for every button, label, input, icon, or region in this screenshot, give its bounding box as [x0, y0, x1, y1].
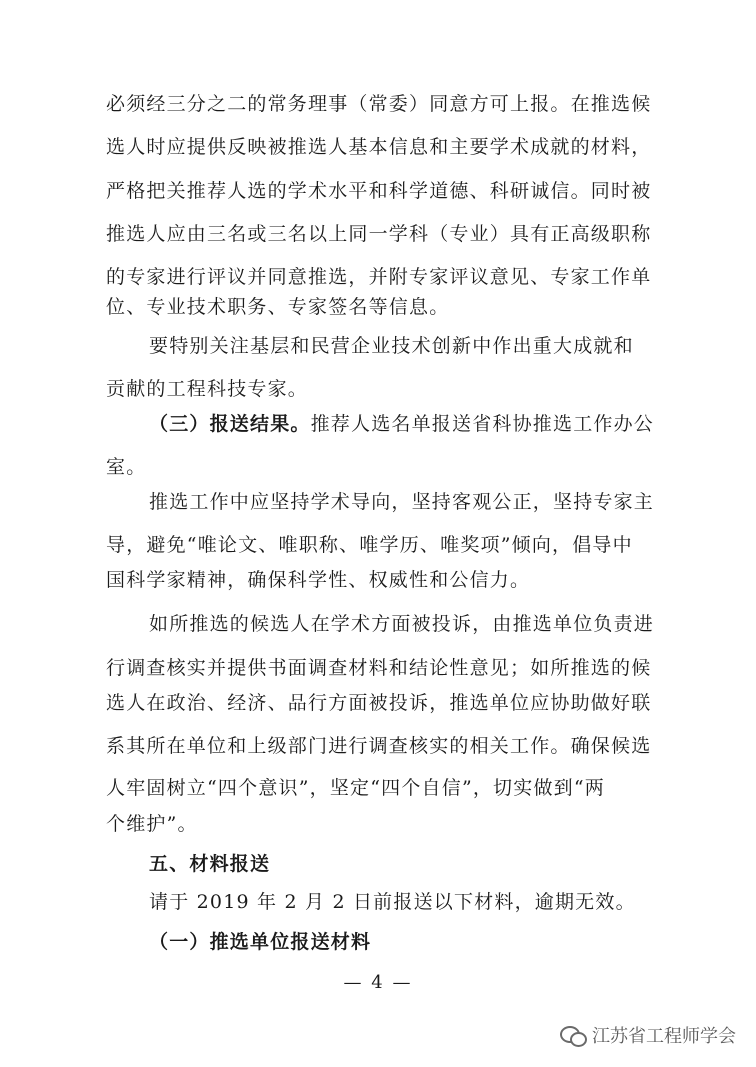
paragraph-line: 室。 [106, 456, 147, 478]
page-number: — 4 — [343, 972, 413, 993]
paragraph-line: 国科学家精神，确保科学性、权威性和公信力。 [106, 569, 531, 591]
paragraph-line: 位、专业技术职务、专家签名等信息。 [106, 296, 450, 318]
subsection-heading: （一）推选单位报送材料 [149, 931, 372, 953]
paragraph-line: 选人在政治、经济、品行方面被投诉，推选单位应协助做好联 [106, 692, 652, 714]
wechat-watermark [560, 1022, 736, 1048]
watermark-text: 江苏省工程师学会 [592, 1026, 736, 1047]
paragraph-line: 人牢固树立“四个意识”，坚定“四个自信”，切实做到“两 [106, 777, 605, 799]
paragraph-line: 个维护”。 [106, 813, 198, 835]
section-heading: （三）报送结果。 [149, 413, 311, 435]
paragraph-line: 导，避免“唯论文、唯职称、唯学历、唯奖项”倾向，倡导中 [106, 534, 633, 556]
paragraph-line: 的专家进行评议并同意推选，并附专家评议意见、专家工作单 [106, 266, 652, 288]
paragraph-text: 推荐人选名单报送省科协推选工作办公 [310, 413, 655, 435]
paragraph-line: 行调查核实并提供书面调查材料和结论性意见；如所推选的候 [106, 657, 652, 679]
paragraph-line: 如所推选的候选人在学术方面被投诉，由推选单位负责进 [149, 613, 655, 635]
paragraph-line: 要特别关注基层和民营企业技术创新中作出重大成就和 [149, 335, 634, 357]
paragraph-line: 推选工作中应坚持学术导向，坚持客观公正，坚持专家主 [149, 491, 655, 513]
wechat-icon [560, 1024, 586, 1046]
section-heading: 五、材料报送 [149, 853, 271, 875]
paragraph-line: 请于 2019 年 2 月 2 日前报送以下材料，逾期无效。 [149, 891, 636, 913]
paragraph-line: 严格把关推荐人选的学术水平和科学道德、科研诚信。同时被 [106, 180, 652, 202]
paragraph-line: 系其所在单位和上级部门进行调查核实的相关工作。确保候选 [106, 735, 652, 757]
paragraph-line: 推选人应由三名或三名以上同一学科（专业）具有正高级职称 [106, 223, 652, 245]
paragraph-line: 贡献的工程科技专家。 [106, 378, 309, 400]
paragraph-line: 选人时应提供反映被推选人基本信息和主要学术成就的材料， [106, 136, 652, 158]
paragraph-line: 必须经三分之二的常务理事（常委）同意方可上报。在推选候 [106, 93, 652, 115]
paragraph-line [149, 412, 654, 436]
